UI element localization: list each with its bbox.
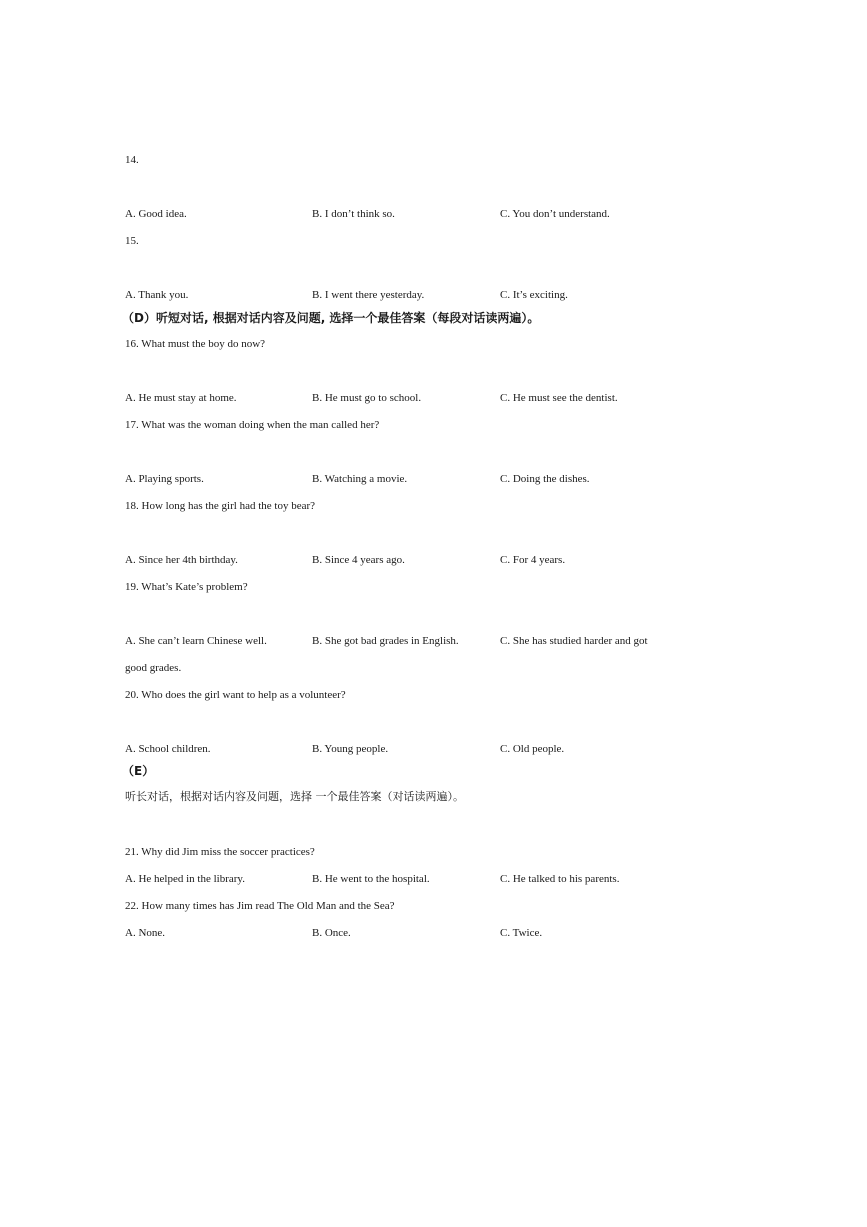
question-17: 17. What was the woman doing when the man called her? — [125, 419, 380, 431]
section-e-instruction: 听长对话，根据对话内容及问题，选择 一个最佳答案（对话读两遍）。 — [125, 790, 464, 803]
question-19-option-c: C. She has studied harder and got — [500, 635, 648, 647]
section-d-heading: （D）听短对话, 根据对话内容及问题, 选择一个最佳答案（每段对话读两遍）。 — [122, 311, 540, 325]
question-21-option-b: B. He went to the hospital. — [312, 873, 430, 885]
question-19: 19. What’s Kate’s problem? — [125, 581, 248, 593]
question-22-option-b: B. Once. — [312, 927, 351, 939]
question-20-option-a: A. School children. — [125, 743, 211, 755]
question-20-option-c: C. Old people. — [500, 743, 565, 755]
question-16-option-b: B. He must go to school. — [312, 392, 422, 404]
question-14-option-c: C. You don’t understand. — [500, 208, 610, 220]
question-20: 20. Who does the girl want to help as a volunteer? — [125, 689, 346, 701]
question-18-option-c: C. For 4 years. — [500, 554, 566, 566]
question-17-option-b: B. Watching a movie. — [312, 473, 408, 485]
section-e-label: （E） — [122, 764, 155, 778]
question-21-option-a: A. He helped in the library. — [125, 873, 245, 885]
question-18: 18. How long has the girl had the toy bear? — [125, 500, 316, 512]
question-15-number: 15. — [125, 235, 139, 247]
question-19-option-c-continued: good grades. — [125, 662, 182, 674]
question-19-option-b: B. She got bad grades in English. — [312, 635, 459, 647]
question-15-option-c: C. It’s exciting. — [500, 289, 568, 301]
question-20-option-b: B. Young people. — [312, 743, 389, 755]
question-17-option-a: A. Playing sports. — [125, 473, 204, 485]
question-14-option-b: B. I don’t think so. — [312, 208, 395, 220]
question-17-option-c: C. Doing the dishes. — [500, 473, 590, 485]
question-14-number: 14. — [125, 154, 139, 166]
question-15-option-b: B. I went there yesterday. — [312, 289, 425, 301]
question-22: 22. How many times has Jim read The Old Man and the Sea? — [125, 900, 395, 912]
question-18-option-b: B. Since 4 years ago. — [312, 554, 405, 566]
question-16-option-a: A. He must stay at home. — [125, 392, 237, 404]
question-21-option-c: C. He talked to his parents. — [500, 873, 620, 885]
question-16: 16. What must the boy do now? — [125, 338, 266, 350]
question-14-option-a: A. Good idea. — [125, 208, 187, 220]
question-16-option-c: C. He must see the dentist. — [500, 392, 618, 404]
question-15-option-a: A. Thank you. — [125, 289, 189, 301]
question-21: 21. Why did Jim miss the soccer practices? — [125, 846, 315, 858]
question-19-option-a: A. She can’t learn Chinese well. — [125, 635, 267, 647]
question-22-option-c: C. Twice. — [500, 927, 543, 939]
question-18-option-a: A. Since her 4th birthday. — [125, 554, 238, 566]
question-22-option-a: A. None. — [125, 927, 166, 939]
